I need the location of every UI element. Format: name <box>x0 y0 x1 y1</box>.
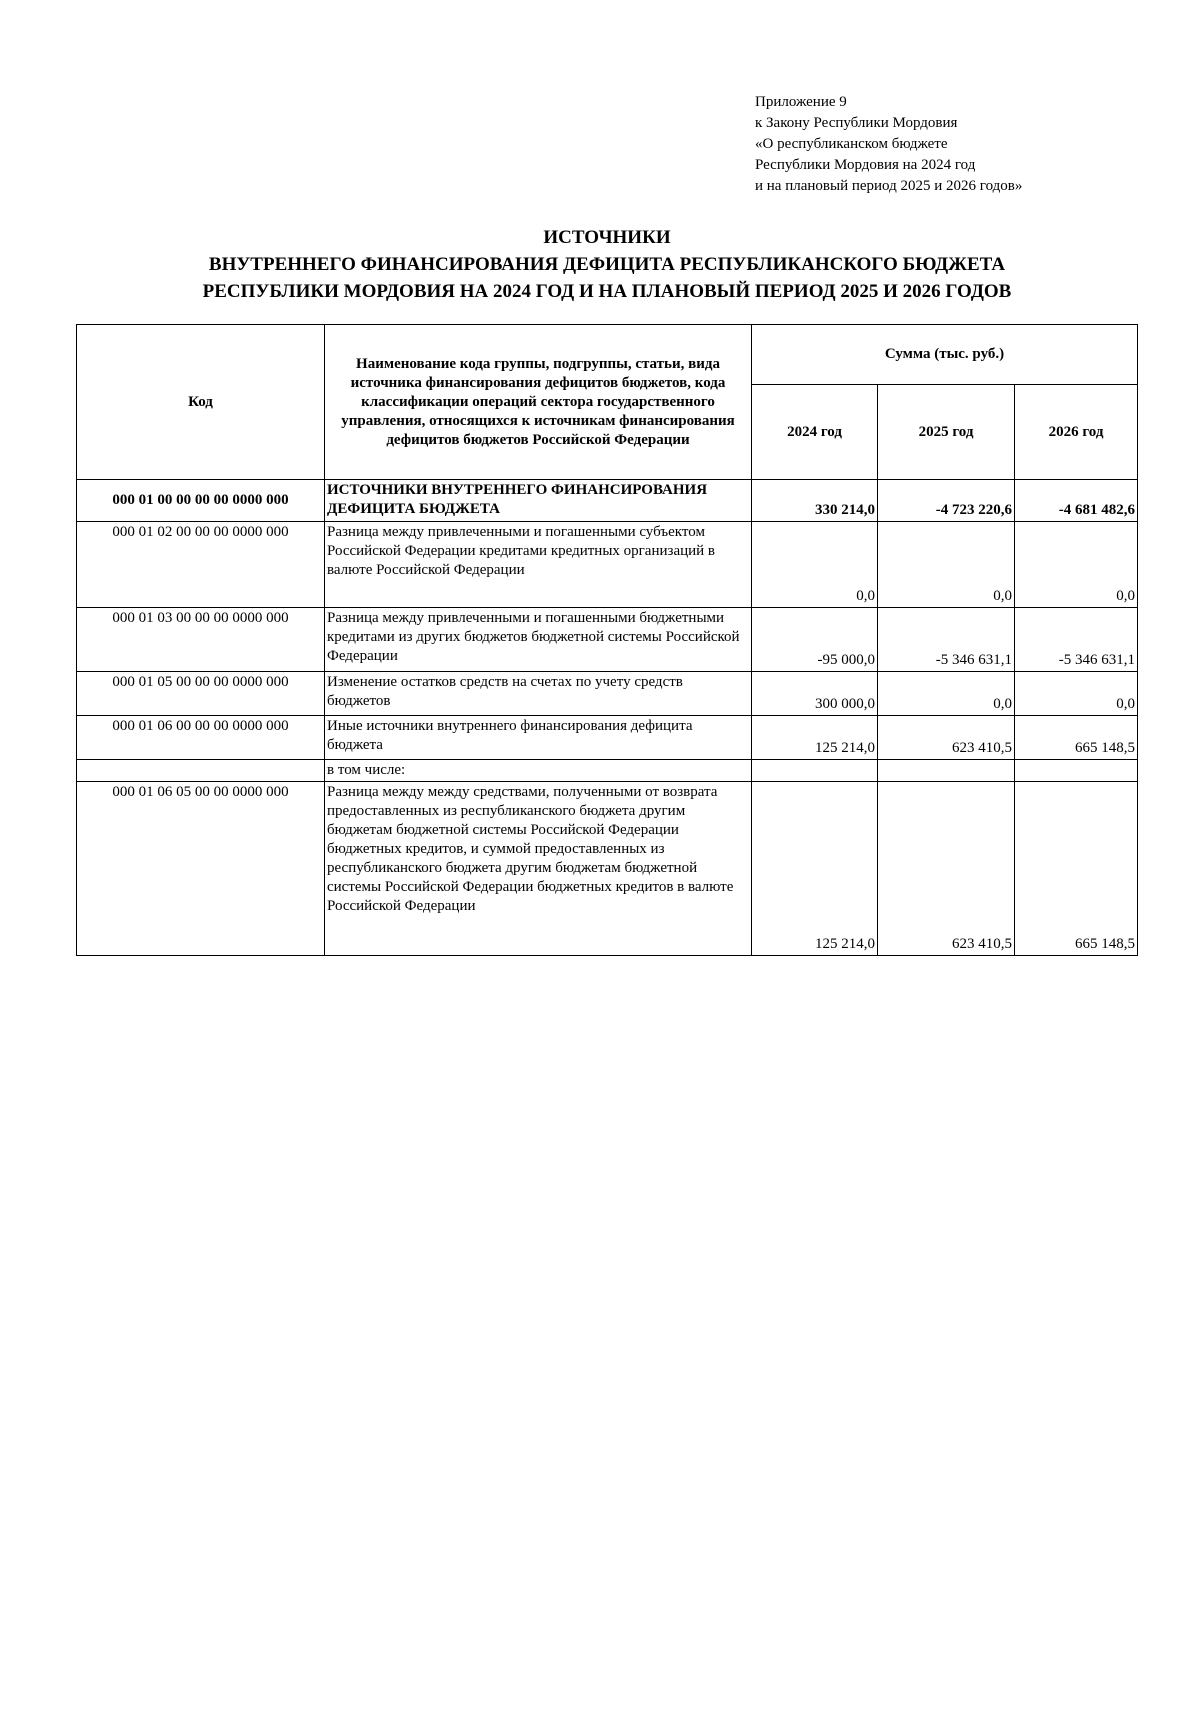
row-value-2026: -4 681 482,6 <box>1015 480 1138 522</box>
header-year-2024: 2024 год <box>752 385 878 480</box>
row-code: 000 01 05 00 00 00 0000 000 <box>77 672 325 716</box>
header-code: Код <box>77 325 325 480</box>
row-name: Разница между привлеченными и погашенными бюджетными кредитами из других бюджетов бюджетной системы Российской Федерации <box>325 608 752 672</box>
header-name: Наименование кода группы, подгруппы, статьи, вида источника финансирования дефицитов бюджетов, кода классификации операций сектора государственного управления, относящихся к источникам финансирования дефицитов бюджетов Российской Федерации <box>325 325 752 480</box>
row-code <box>77 760 325 782</box>
appendix-line: Республики Мордовия на 2024 год <box>755 157 976 173</box>
table-row <box>77 760 1138 782</box>
row-code: 000 01 03 00 00 00 0000 000 <box>77 608 325 672</box>
table-row <box>77 608 1138 672</box>
table-row <box>77 782 1138 956</box>
header-sum: Сумма (тыс. руб.) <box>752 325 1138 385</box>
row-value-2024: 300 000,0 <box>752 672 878 716</box>
table-row <box>77 716 1138 760</box>
row-name: Разница между между средствами, полученными от возврата предоставленных из республиканского бюджета другим бюджетам бюджетной системы Российской Федерации бюджетных кредитов, и суммой предоставленных из республиканского бюджета другим бюджетам бюджетной системы Российской Федерации бюджетных кредитов в валюте Российской Федерации <box>325 782 752 956</box>
row-value-2026: -5 346 631,1 <box>1015 608 1138 672</box>
row-value-2024: 0,0 <box>752 522 878 608</box>
row-value-2024 <box>752 760 878 782</box>
row-value-2025: 623 410,5 <box>878 716 1015 760</box>
row-value-2025: 0,0 <box>878 522 1015 608</box>
sources-table <box>76 324 1138 956</box>
row-name: Изменение остатков средств на счетах по учету средств бюджетов <box>325 672 752 716</box>
document-title <box>0 224 1200 305</box>
table-row <box>77 522 1138 608</box>
row-value-2025: -5 346 631,1 <box>878 608 1015 672</box>
row-name: ИСТОЧНИКИ ВНУТРЕННЕГО ФИНАНСИРОВАНИЯ ДЕФИЦИТА БЮДЖЕТА <box>325 480 752 522</box>
row-value-2024: 125 214,0 <box>752 782 878 956</box>
row-name: в том числе: <box>325 760 752 782</box>
row-code: 000 01 02 00 00 00 0000 000 <box>77 522 325 608</box>
row-code: 000 01 00 00 00 00 0000 000 <box>77 480 325 522</box>
row-name: Разница между привлеченными и погашенными субъектом Российской Федерации кредитами кредитных организаций в валюте Российской Федерации <box>325 522 752 608</box>
appendix-line: Приложение 9 <box>755 94 847 110</box>
row-value-2024: 330 214,0 <box>752 480 878 522</box>
row-value-2025: -4 723 220,6 <box>878 480 1015 522</box>
row-code: 000 01 06 00 00 00 0000 000 <box>77 716 325 760</box>
title-line: РЕСПУБЛИКИ МОРДОВИЯ НА 2024 ГОД И НА ПЛАНОВЫЙ ПЕРИОД 2025 И 2026 ГОДОВ <box>202 281 1012 302</box>
row-name: Иные источники внутреннего финансирования дефицита бюджета <box>325 716 752 760</box>
table-row <box>77 480 1138 522</box>
header-row <box>77 325 1138 385</box>
appendix-line: и на плановый период 2025 и 2026 годов» <box>755 178 1023 194</box>
row-value-2025: 623 410,5 <box>878 782 1015 956</box>
row-value-2026: 0,0 <box>1015 522 1138 608</box>
row-code: 000 01 06 05 00 00 0000 000 <box>77 782 325 956</box>
row-value-2025: 0,0 <box>878 672 1015 716</box>
appendix-note <box>755 92 1022 197</box>
appendix-line: «О республиканском бюджете <box>755 136 948 152</box>
row-value-2026: 665 148,5 <box>1015 716 1138 760</box>
row-value-2025 <box>878 760 1015 782</box>
row-value-2026: 0,0 <box>1015 672 1138 716</box>
table-row <box>77 672 1138 716</box>
row-value-2024: 125 214,0 <box>752 716 878 760</box>
row-value-2026 <box>1015 760 1138 782</box>
title-line: ВНУТРЕННЕГО ФИНАНСИРОВАНИЯ ДЕФИЦИТА РЕСПУБЛИКАНСКОГО БЮДЖЕТА <box>208 254 1006 275</box>
header-year-2025: 2025 год <box>878 385 1015 480</box>
appendix-line: к Закону Республики Мордовия <box>755 115 958 131</box>
header-year-2026: 2026 год <box>1015 385 1138 480</box>
row-value-2026: 665 148,5 <box>1015 782 1138 956</box>
row-value-2024: -95 000,0 <box>752 608 878 672</box>
title-line: ИСТОЧНИКИ <box>543 227 671 248</box>
